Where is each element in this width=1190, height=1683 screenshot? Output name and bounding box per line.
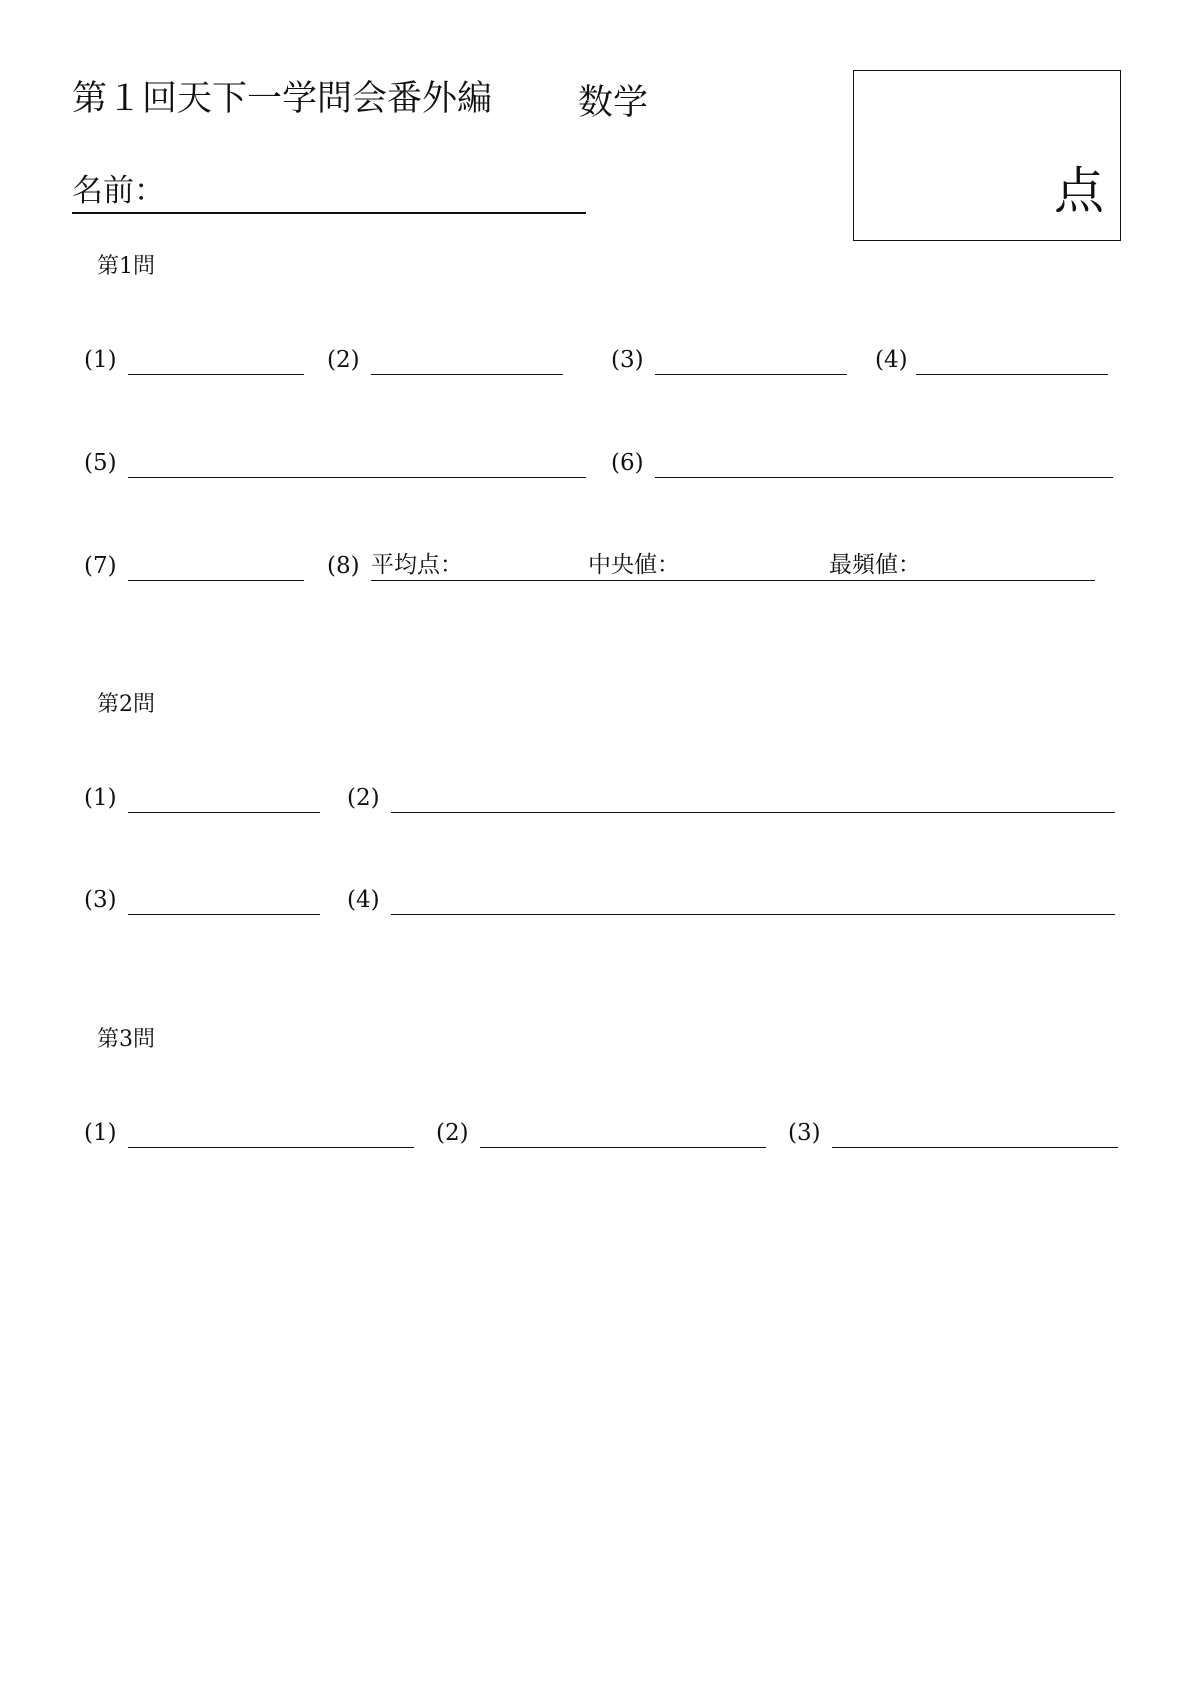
q1-answer-1[interactable] bbox=[128, 374, 304, 375]
q3-label-2: (2) bbox=[436, 1120, 469, 1146]
q2-answer-2[interactable] bbox=[391, 812, 1115, 813]
score-unit: 点 bbox=[1054, 162, 1104, 220]
q1-stat-median-label: 中央値： bbox=[588, 552, 680, 578]
q2-label-1: (1) bbox=[84, 785, 117, 811]
q1-label-5: (5) bbox=[84, 450, 117, 476]
q1-label-2: (2) bbox=[327, 347, 360, 373]
section-heading-q1: 第1問 bbox=[97, 254, 155, 279]
q3-answer-3[interactable] bbox=[832, 1147, 1118, 1148]
section-heading-q3: 第3問 bbox=[97, 1027, 155, 1052]
q1-answer-3[interactable] bbox=[655, 374, 847, 375]
q1-label-1: (1) bbox=[84, 347, 117, 373]
q1-answer-6[interactable] bbox=[655, 477, 1113, 478]
q3-label-3: (3) bbox=[788, 1120, 821, 1146]
q1-label-7: (7) bbox=[84, 553, 117, 579]
q2-label-4: (4) bbox=[347, 887, 380, 913]
q1-answer-4[interactable] bbox=[916, 374, 1108, 375]
name-label: 名前： bbox=[72, 173, 165, 209]
q3-answer-2[interactable] bbox=[480, 1147, 766, 1148]
section-heading-q2: 第2問 bbox=[97, 692, 155, 717]
q3-label-1: (1) bbox=[84, 1120, 117, 1146]
subject-label: 数学 bbox=[578, 83, 649, 123]
exam-title: 第１回天下一学問会番外編 bbox=[72, 79, 493, 119]
q1-label-4: (4) bbox=[875, 347, 908, 373]
q1-answer-2[interactable] bbox=[371, 374, 563, 375]
name-field-line[interactable] bbox=[72, 212, 586, 214]
q2-answer-1[interactable] bbox=[128, 812, 320, 813]
q1-answer-5[interactable] bbox=[128, 477, 586, 478]
q1-label-3: (3) bbox=[611, 347, 644, 373]
q1-answer-7[interactable] bbox=[128, 580, 304, 581]
q1-answer-8-line[interactable] bbox=[371, 580, 1095, 581]
q2-label-3: (3) bbox=[84, 887, 117, 913]
score-box[interactable] bbox=[853, 70, 1121, 241]
q1-stat-mean-label: 平均点： bbox=[371, 552, 463, 578]
q1-stat-mode-label: 最頻値： bbox=[829, 552, 921, 578]
q1-label-6: (6) bbox=[611, 450, 644, 476]
q2-label-2: (2) bbox=[347, 785, 380, 811]
q1-label-8: (8) bbox=[327, 553, 360, 579]
q2-answer-3[interactable] bbox=[128, 914, 320, 915]
q2-answer-4[interactable] bbox=[391, 914, 1115, 915]
q3-answer-1[interactable] bbox=[128, 1147, 414, 1148]
